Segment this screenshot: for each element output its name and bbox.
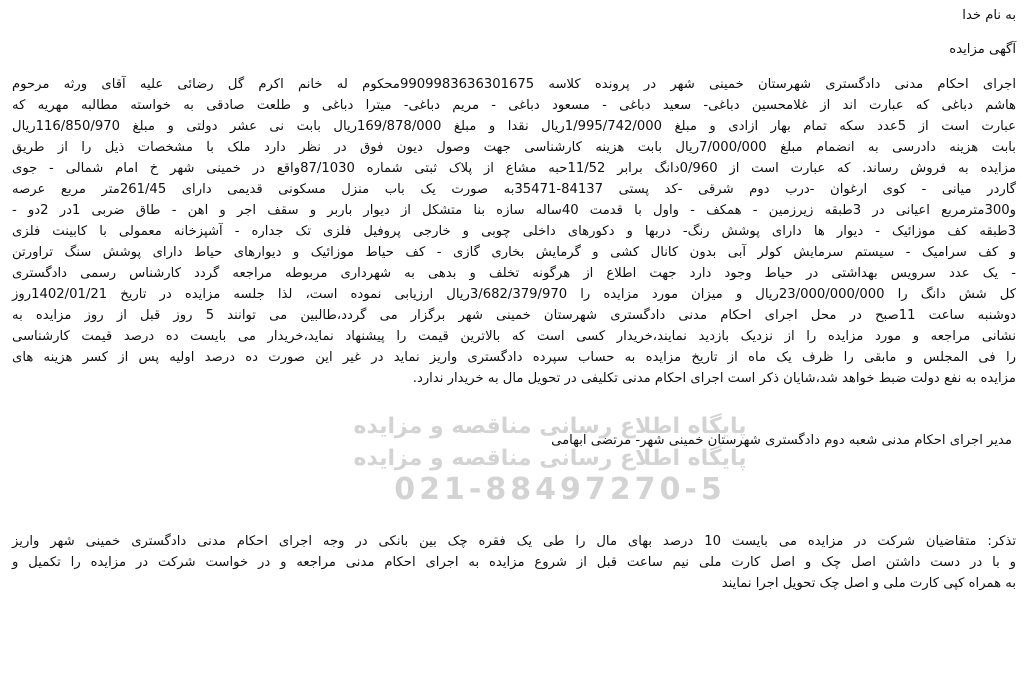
body-line: مزایده به نفع دولت ضبط خواهد شد،شایان ذکر است اجرای احکام مدنی تکلیفی در تحویل مال به خریدار ندارد. bbox=[412, 371, 1016, 386]
watermark-text: پایگاه اطلاع رسانی مناقصه و مزایده bbox=[353, 414, 747, 439]
watermark-text: پایگاه اطلاع رسانی مناقصه و مزایده bbox=[353, 446, 747, 471]
note-line: به همراه کپی کارت ملی و اصل چک تحویل اجرا نمایند bbox=[721, 576, 1016, 591]
body-line: دوشنبه ساعت 11صبح در محل اجرای احکام مدنی دادگستری شهرستان خمینی شهر برگزار می گردد،طالبین می توانند 5 روز قبل از روز مزایده به bbox=[12, 308, 1016, 323]
bismillah-heading: به نام خدا bbox=[962, 8, 1016, 23]
body-line: مزایده به فروش رساند. که عبارت است از 0/960دانگ برابر 11/52حبه مشاع از پلاک ثبتی شماره 87/1030واقع در خمینی شهر خ امام شمالی - جوی bbox=[12, 161, 1016, 176]
body-line: هاشم دباغی که عبارت اند از غلامحسین دباغی- سعید دباغی - مسعود دباغی - مریم دباغی- میترا دباغی و طلعت صادقی به خواسته مطالبه مهریه که bbox=[12, 98, 1016, 113]
watermark-phone: 021-88497270-5 bbox=[394, 472, 726, 507]
note-line: و با در دست داشتن اصل چک و اصل کارت ملی نیم ساعت قبل از شروع مزایده به اجرای احکام مدنی مراجعه و در خواست شرکت در مزایده را تکمیل و bbox=[12, 555, 1016, 570]
body-line: را فی المجلس و مابقی را ظرف یک ماه از تاریخ مزایده به حساب سپرده دادگستری واریز نماید در غیر این صورت ده درصد اولیه پس از کسر هزینه های bbox=[12, 350, 1016, 365]
signature: مدیر اجرای احکام مدنی شعبه دوم دادگستری شهرستان خمینی شهر- مرتضی ابهامی bbox=[551, 433, 1012, 448]
body-line: کل شش دانگ را 23/000/000/000ریال و میزان مورد مزایده را 3/682/379/970ریال ارزیابی نموده است، لذا جلسه مزایده در تاریخ 1402/01/21روز bbox=[12, 287, 1016, 302]
body-line: نشانی مراجعه و مورد مزایده را از نزدیک بازدید نمایند،خریدار کسی است که بالاترین قیمت را پیشنهاد نماید،خریدار می بایست ده درصد قیمت کارشناسی bbox=[12, 329, 1016, 344]
body-line: اجرای احکام مدنی دادگستری شهرستان خمینی شهر در پرونده کلاسه 9909983636301675محکوم له خانم اکرم گل رضائی علیه آقای ورثه مرحوم bbox=[12, 77, 1016, 92]
note-line: تذکر: متقاضیان شرکت در مزایده می بایست 10 درصد بهای مال را طی یک فقره چک بین بانکی در وجه اجرای احکام مدنی دادگستری خمینی شهر واریز bbox=[12, 534, 1016, 549]
body-line: عبارت است از 5عدد سکه تمام بهار ازادی و مبلغ 1/995/742/000ریال نقدا و مبلغ 169/878/000ریال بابت نی عشر دولتی و مبلغ 116/850/970ریال bbox=[12, 119, 1017, 134]
body-line: بابت هزینه دادرسی به انضمام مبلغ 7/000/000ریال بابت هزینه کارشناسی جهت وصول دیون فوق در نظر دارد ملک با مشخصات ذیل را از طریق bbox=[12, 140, 1016, 155]
body-line: و کف سرامیک - سیستم سرمایش کولر آبی بدون کانال کشی و گرمایش بخاری گازی - کف حیاط موزائیک و دیوارهای حیاط دارای پوشش سنگ تراورتن bbox=[12, 245, 1016, 260]
body-line: 3طبقه کف موزائیک - دیوار ها دارای پوشش رنگ- دربها و دکورهای داخلی چوبی و خارجی پروفیل فلزی تک جداره - آشپزخانه معمولی با کابینت فلزی bbox=[12, 224, 1016, 239]
body-line: - یک عدد سرویس بهداشتی در حیاط وجود دارد جهت اطلاع از هرگونه تخلف و بدهی به شهرداری مربوطه مراجعه گردد کارشناس رسمی دادگستری bbox=[12, 266, 1016, 281]
body-line: و300مترمربع اعیانی در 3طبقه زیرزمین - همکف - واول با قدمت 40ساله سازه بنا متشکل از دیوار باربر و سقف اجر و اهن - طاق ضربی 1در 2دو - bbox=[12, 203, 1016, 218]
page-title: آگهی مزایده bbox=[949, 42, 1016, 57]
body-line: گاردر میانی - کوی ارغوان -درب دوم شرقی -کد پستی 84137-35471به صورت یک باب منزل مسکونی قدیمی دارای 261/45متر مربع عرصه bbox=[12, 182, 1016, 197]
